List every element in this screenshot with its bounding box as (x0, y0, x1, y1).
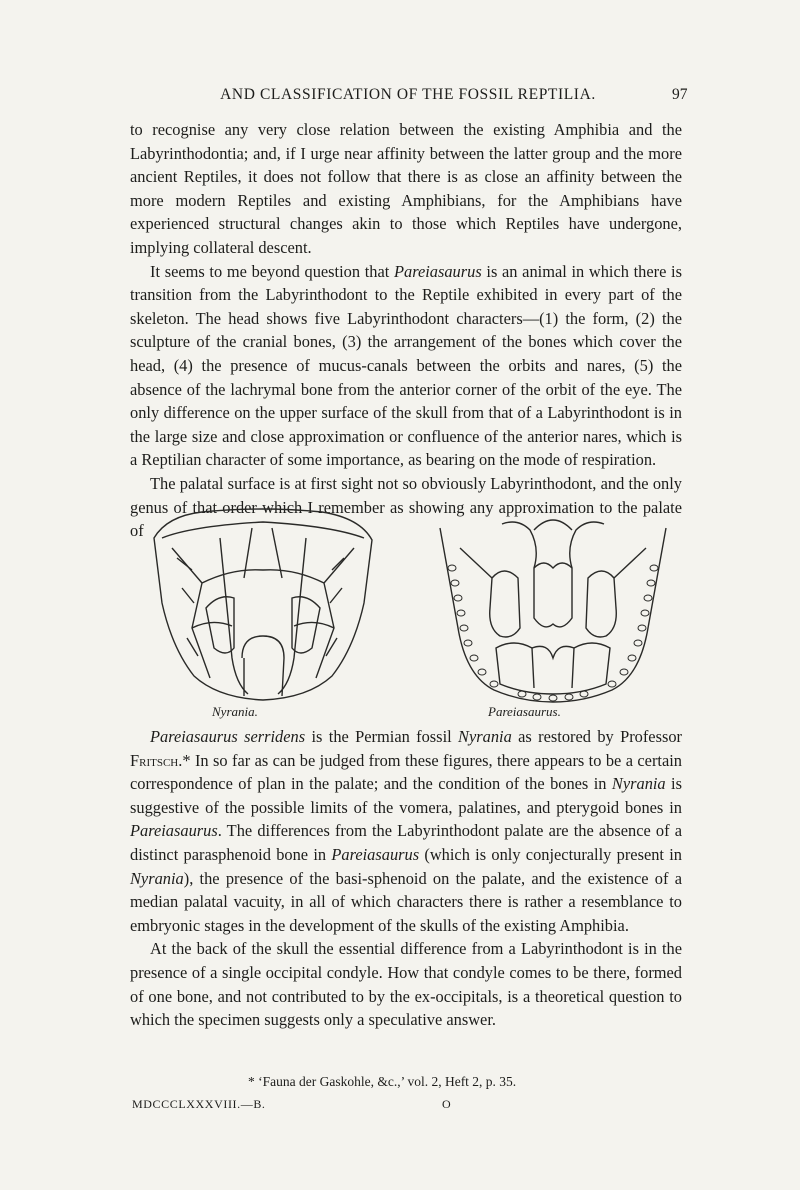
footnote: * ‘Fauna der Gaskohle, &c.,’ vol. 2, Heft 2, p. 35. (248, 1074, 517, 1089)
paragraph: to recognise any very close relation between the existing Amphibia and the Labyrinthodontia; and, if I urge near affinity between the latter group and the more ancient Reptiles, it does not follow that there is as close an affinity between the more modern Reptiles and existing Amphibians, for the Amphibians have experienced structural changes akin to those which Reptiles have undergone, implying collateral descent. (130, 120, 682, 257)
paragraph: The palatal surface is at first sight not so obviously Labyrinthodont, and the only genus of that order which I remember as showing any approximation to the palate of (130, 473, 682, 541)
figure-caption-pareiasaurus: Pareiasaurus. (488, 704, 561, 719)
figure-caption-nyrania: Nyrania. (212, 704, 258, 719)
running-title: AND CLASSIFICATION OF THE FOSSIL REPTILIA. (220, 86, 596, 103)
nyrania-palate-drawing (132, 508, 394, 704)
page-number: 97 (672, 86, 688, 103)
skull-palate-figure (132, 508, 684, 723)
paragraph: It seems to me beyond question that Pareiasaurus is an animal in which there is transition from the Labyrinthodont to the Reptile exhibited in every part of the skeleton. The head shows five Labyrinthodont characters—(1) the form, (2) the sculpture of the cranial bones, (3) the arrangement of the bones which cover the head, (4) the presence of mucus-canals between the orbits and nares, (5) the absence of the lachrymal bone from the anterior corner of the orbit of the eye. The only difference on the upper surface of the skull from that of a Labyrinthodont is in the large size and close approximation or confluence of the anterior nares, which is a Reptilian character of some importance, as bearing on the mode of respiration. (130, 261, 682, 470)
paragraph: Pareiasaurus serridens is the Permian fossil Nyrania as restored by Professor Fritsch.* In so far as can be judged from these figures, there appears to be a certain correspondence of plan in the palate; and the condition of the bones in Nyrania is suggestive of the possible limits of the vomera, palatines, and pterygoid bones in Pareiasaurus. The differences from the Labyrinthodont palate are the absence of a distinct parasphenoid bone in Pareiasaurus (which is only conjecturally present in Nyrania), the presence of the basi-sphenoid on the palate, and the existence of a median palatal vacuity, in all of which characters there is rather a resemblance to embryonic stages in the development of the skulls of the existing Amphibia. (130, 727, 682, 935)
body-text-bottom (130, 725, 682, 1032)
body-text-top (130, 118, 682, 543)
signature-letter: O (442, 1097, 451, 1111)
pareiasaurus-palate-drawing (422, 508, 684, 704)
paragraph: At the back of the skull the essential difference from a Labyrinthodont is in the presence of a single occipital condyle. How that condyle comes to be there, formed of one bone, and not contributed to by the ex-occipitals, is a theoretical question to which the specimen suggests only a speculative answer. (130, 939, 682, 1030)
signature-mark: MDCCCLXXXVIII.—B. (132, 1097, 266, 1111)
